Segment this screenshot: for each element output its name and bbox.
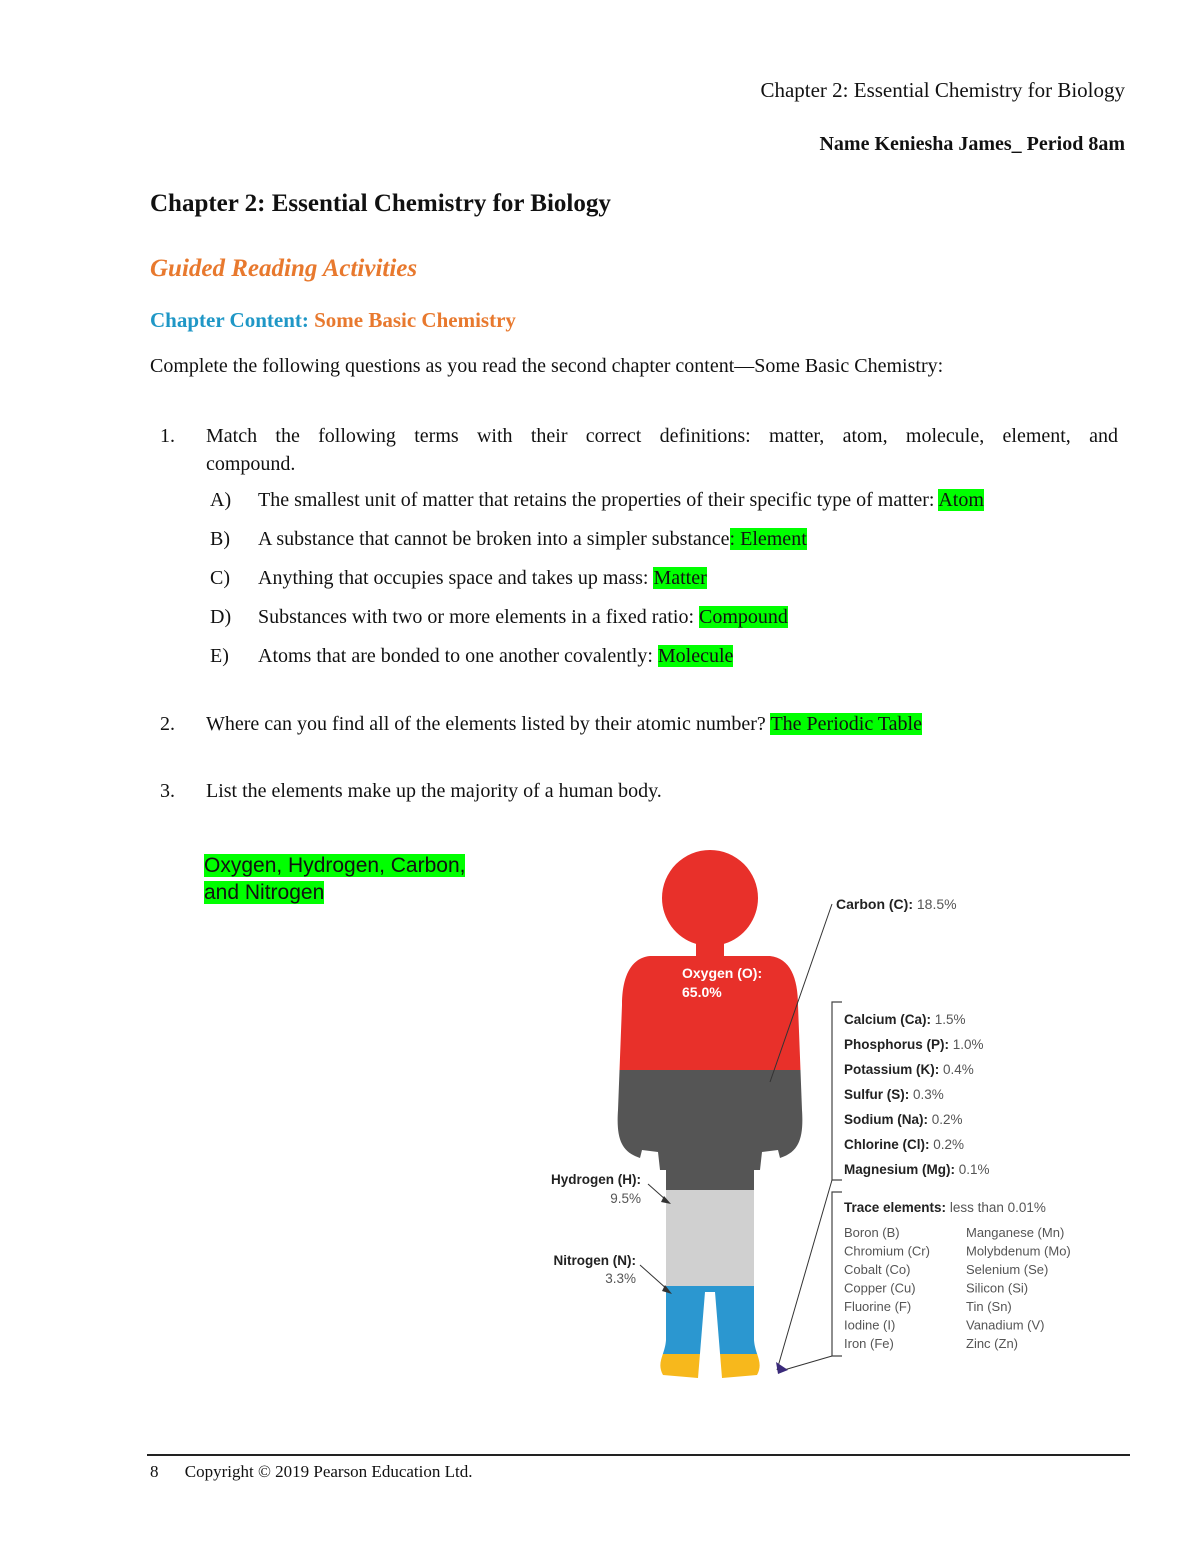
trace-element: Manganese (Mn) (966, 1225, 1065, 1240)
item-letter: B) (210, 528, 230, 550)
item-letter: E) (210, 645, 229, 667)
item-text (258, 489, 984, 512)
trace-element: Cobalt (Co) (844, 1262, 911, 1277)
carbon-label: Carbon (C): 18.5% (836, 896, 957, 912)
item-definition: Substances with two or more elements in a fixed ratio: (258, 606, 700, 628)
item-definition: Anything that occupies space and takes up mass: (258, 567, 654, 589)
question-prompt: Where can you find all of the elements listed by their atomic number? (206, 713, 771, 735)
trace-element: Boron (B) (844, 1225, 900, 1240)
trace-element: Iron (Fe) (844, 1336, 894, 1351)
minor-element: Magnesium (Mg): 0.1% (844, 1162, 990, 1177)
item-definition: A substance that cannot be broken into a simpler substance (258, 528, 730, 550)
trace-element: Fluorine (F) (844, 1299, 912, 1314)
student-name-line: Name Keniesha James_ Period 8am (819, 133, 1125, 155)
chapter-content-label: Chapter Content: (150, 308, 309, 332)
trace-leader-line (784, 1356, 832, 1370)
chapter-title: Chapter 2: Essential Chemistry for Biology (150, 190, 611, 217)
nitrogen-label: Nitrogen (N): (553, 1253, 636, 1268)
oxygen-value: 65.0% (682, 984, 722, 1000)
trace-elements-right-column (966, 1225, 1071, 1351)
item-text (258, 567, 707, 590)
footer-rule (147, 1454, 1130, 1456)
trace-elements-bracket (832, 1192, 842, 1356)
highlighted-answer: The Periodic Table (770, 713, 922, 735)
question-text: Match the following terms with their correct definitions: matter, atom, molecule, element, and (206, 425, 1118, 447)
question-text-continued: compound. (206, 453, 296, 475)
item-text (258, 645, 733, 668)
trace-element: Zinc (Zn) (966, 1336, 1018, 1351)
instructions: Complete the following questions as you read the second chapter content—Some Basic Chemistry: (150, 355, 944, 377)
answer-line: Oxygen, Hydrogen, Carbon, (204, 854, 466, 877)
trace-element: Molybdenum (Mo) (966, 1243, 1071, 1259)
item-text (258, 606, 788, 629)
trace-element: Selenium (Se) (966, 1262, 1049, 1277)
highlighted-answer: Atom (938, 489, 984, 511)
minor-element: Chlorine (Cl): 0.2% (844, 1137, 965, 1152)
page-footer (150, 1462, 472, 1482)
minor-element: Sulfur (S): 0.3% (844, 1087, 944, 1102)
oxygen-region (590, 840, 830, 1070)
hydrogen-label: Hydrogen (H): (551, 1172, 641, 1187)
nitrogen-value: 3.3% (605, 1271, 636, 1286)
item-definition: The smallest unit of matter that retains the properties of their specific type of matter: (258, 489, 939, 511)
trace-element: Tin (Sn) (966, 1299, 1012, 1314)
item-text (258, 528, 807, 551)
trace-region (590, 1354, 830, 1400)
trace-element: Vanadium (V) (966, 1317, 1045, 1333)
trace-arrow (776, 1362, 788, 1374)
chapter-content-line (150, 308, 516, 333)
minor-element: Sodium (Na): 0.2% (844, 1112, 963, 1127)
item-letter: A) (210, 489, 232, 511)
minor-elements-bracket (832, 1002, 842, 1180)
question-text (206, 710, 922, 738)
minor-elements-list (844, 1012, 990, 1177)
item-letter: C) (210, 567, 230, 589)
trace-element: Copper (Cu) (844, 1280, 916, 1296)
highlighted-answer: Matter (653, 567, 707, 589)
copyright: Copyright © 2019 Pearson Education Ltd. (184, 1462, 473, 1481)
chapter-content-name: Some Basic Chemistry (314, 308, 516, 332)
section-title: Guided Reading Activities (150, 255, 418, 282)
nitrogen-leader-line (640, 1265, 668, 1290)
minor-element: Potassium (K): 0.4% (844, 1062, 974, 1077)
nitrogen-region (590, 1286, 830, 1354)
trace-element: Silicon (Si) (966, 1280, 1029, 1296)
trace-element: Chromium (Cr) (844, 1243, 930, 1259)
answer-line: and Nitrogen (204, 881, 325, 904)
trace-elements-heading: Trace elements: less than 0.01% (844, 1200, 1046, 1215)
question-number: 3. (160, 780, 175, 802)
answer-3 (204, 852, 465, 906)
minor-element: Calcium (Ca): 1.5% (844, 1012, 966, 1027)
page-number: 8 (150, 1462, 159, 1481)
trace-elements-left-column (844, 1225, 930, 1351)
highlighted-answer: Compound (699, 606, 788, 628)
highlighted-answer: Molecule (657, 645, 734, 667)
question-text: List the elements make up the majority of a human body. (206, 780, 662, 802)
question-number: 2. (160, 713, 175, 735)
highlighted-answer: : Element (729, 528, 807, 550)
item-letter: D) (210, 606, 232, 628)
running-header: Chapter 2: Essential Chemistry for Biology (760, 78, 1125, 102)
minor-leader-line (777, 1180, 832, 1370)
body-composition-figure (530, 840, 1120, 1400)
question-number: 1. (160, 425, 175, 447)
body-silhouette (590, 840, 830, 1400)
item-definition: Atoms that are bonded to one another covalently: (258, 645, 658, 667)
oxygen-label: Oxygen (O): (682, 965, 763, 981)
minor-element: Phosphorus (P): 1.0% (844, 1037, 984, 1052)
trace-element: Iodine (I) (844, 1317, 896, 1333)
hydrogen-value: 9.5% (610, 1191, 641, 1206)
